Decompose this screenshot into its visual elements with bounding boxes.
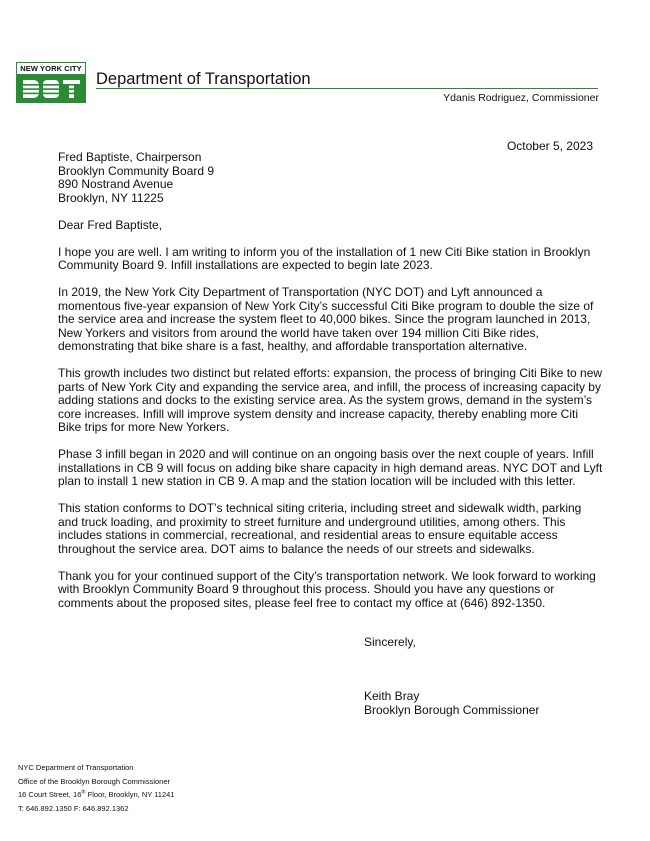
footer-line: 16 Court Street, 16th Floor, Brooklyn, NY 11241	[18, 789, 175, 799]
paragraph: I hope you are well. I am writing to inform you of the installation of 1 new Citi Bike station in Brooklyn Community Board 9. Infill installations are expected to begin late 2023.	[58, 244, 591, 272]
department-name: Department of Transportation	[96, 70, 311, 88]
signer-title: Brooklyn Borough Commissioner	[364, 702, 540, 717]
signature-block	[364, 690, 539, 717]
paragraph: This growth includes two distinct but related efforts: expansion, the process of bringing Citi Bike to new parts of New York City and expanding the service area, and infill, the process of increasing capacity by adding stations and docks to the existing service area. As the system grows, demand in the system’s core increases. Infill will improve system density and increase capacity, thereby enabling more Citi Bike trips for more New Yorkers.	[58, 366, 603, 434]
letterhead-rule	[96, 88, 598, 89]
footer-line: NYC Department of Transportation	[18, 763, 134, 772]
paragraph: Phase 3 infill began in 2020 and will continue on an ongoing basis over the next couple of years. Infill installations in CB 9 will focus on adding bike share capacity in high demand areas. NYC DOT and Lyft plan to install 1 new station in CB 9. A map and the station location will be included with this letter.	[58, 447, 603, 488]
paragraph: In 2019, the New York City Department of Transportation (NYC DOT) and Lyft announced a momentous five-year expansion of New York City’s successful Citi Bike program to double the size of the service area and increase the system fleet to 40,000 bikes. Since the program launched in 2013, New Yorkers and visitors from around the world have taken over 194 million Citi Bike rides, demonstrating that bike share is a fast, healthy, and affordable transportation alternative.	[58, 285, 594, 353]
footer-line: Office of the Brooklyn Borough Commissioner	[18, 776, 171, 786]
closing: Sincerely,	[364, 635, 416, 649]
signer-name: Keith Bray	[364, 689, 420, 703]
recipient-city: Brooklyn, NY 11225	[58, 190, 164, 205]
recipient-organization: Brooklyn Community Board 9	[58, 163, 215, 178]
dot-logo-mark	[17, 75, 85, 103]
nyc-dot-logo	[16, 62, 86, 103]
letter-body	[58, 151, 603, 624]
logo-top-text: NEW YORK CITY	[17, 63, 85, 75]
letter-date: October 5, 2023	[506, 139, 593, 153]
footer-line: T: 646.892.1350 F: 646.892.1362	[18, 803, 129, 813]
recipient-address	[58, 151, 603, 205]
paragraph: Thank you for your continued support of the City’s transportation network. We look forward to working with Brooklyn Community Board 9 throughout this process. Should you have any questions or comments about the proposed sites, please feel free to contact my office at (646) 892-1350.	[58, 568, 596, 610]
recipient-name: Fred Baptiste, Chairperson	[58, 150, 202, 164]
footer-address	[18, 761, 175, 815]
salutation: Dear Fred Baptiste,	[58, 217, 163, 232]
paragraph: This station conforms to DOT’s technical siting criteria, including street and sidewalk width, parking and truck loading, and proximity to street furniture and underground utilities, among others. This includes stations in commercial, recreational, and residential areas to ensure equitable access throughout the service area. DOT aims to balance the needs of our streets and sidewalks.	[58, 501, 582, 556]
recipient-street: 890 Nostrand Avenue	[58, 177, 174, 191]
commissioner-name: Ydanis Rodriguez, Commissioner	[443, 92, 599, 104]
